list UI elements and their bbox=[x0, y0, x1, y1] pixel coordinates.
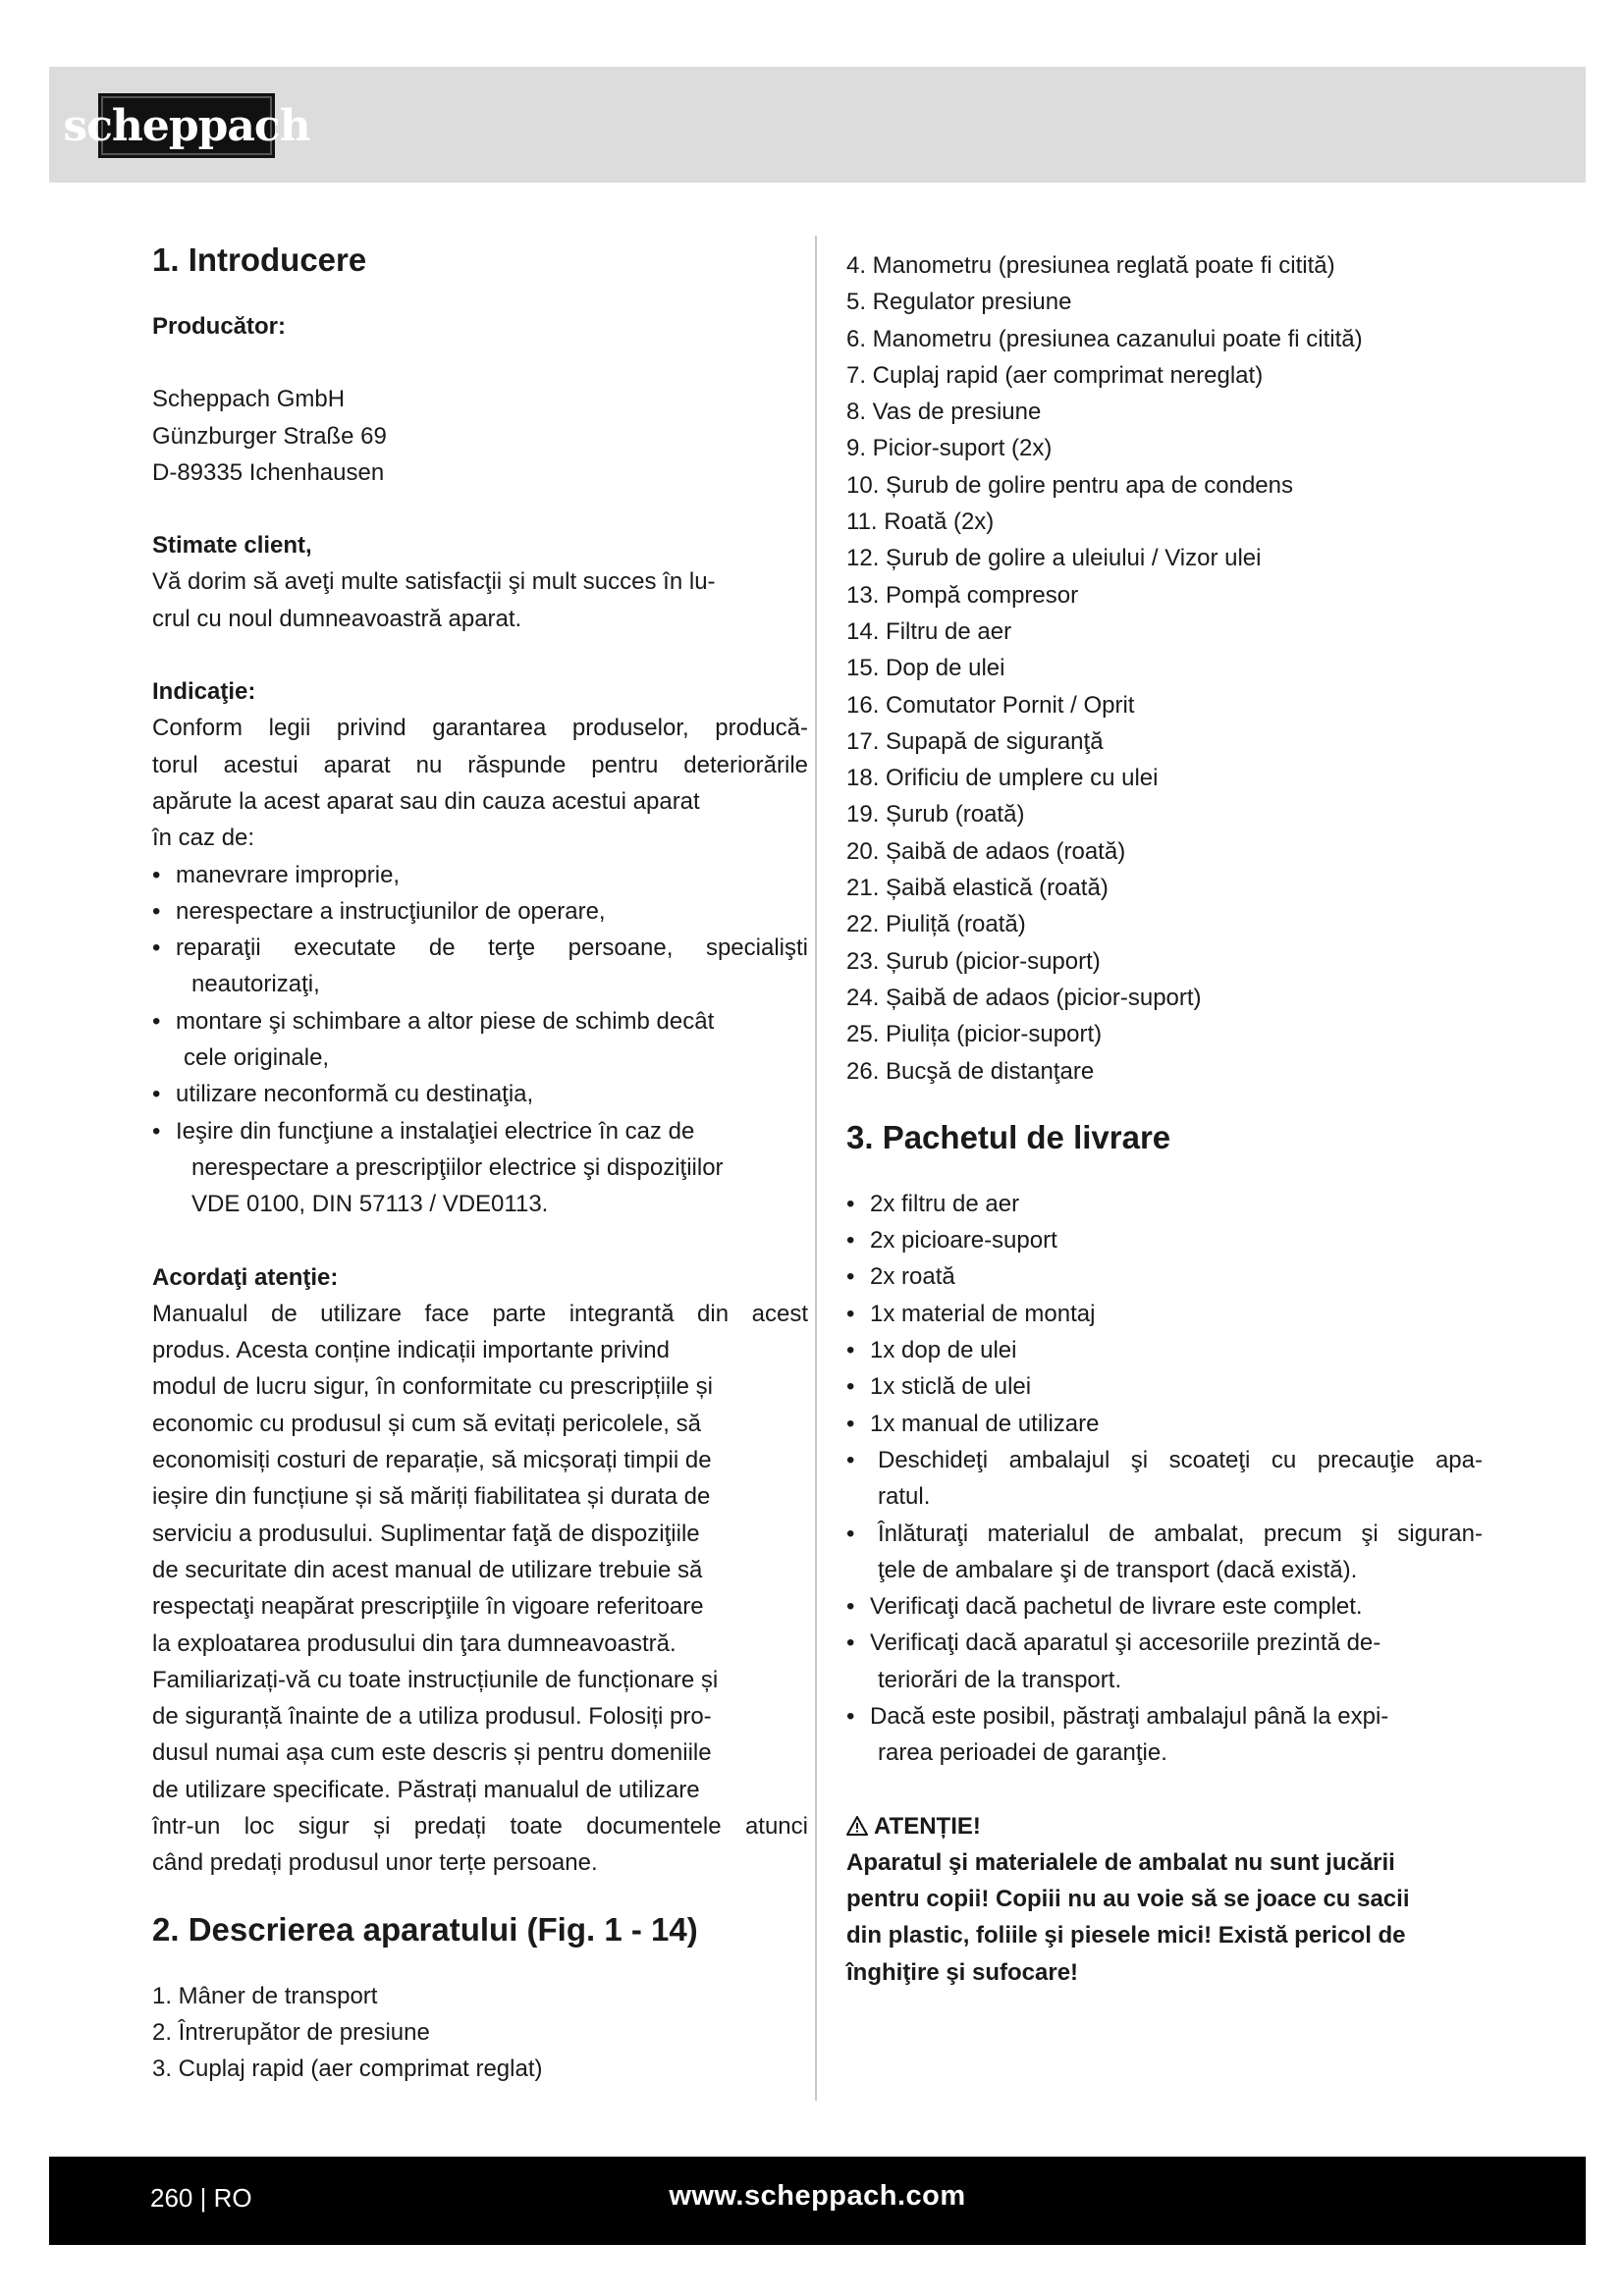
list-item: • Ieşire din funcţiune a instalaţiei electrice în caz de bbox=[152, 1113, 808, 1149]
list-item: 10. Șurub de golire pentru apa de condens bbox=[846, 471, 1294, 499]
list-item: 2. Întrerupător de presiune bbox=[152, 2018, 430, 2046]
paragraph-line: ieșire din funcțiune și să măriți fiabilitatea și durata de bbox=[152, 1483, 711, 1511]
list-item: 7. Cuplaj rapid (aer comprimat nereglat) bbox=[846, 361, 1264, 389]
list-item: • manevrare improprie, bbox=[152, 857, 808, 893]
list-item-continuation: neautorizaţi, bbox=[191, 971, 320, 998]
list-item-continuation: rarea perioadei de garanţie. bbox=[878, 1739, 1167, 1767]
list-item-continuation: nerespectare a prescripţiilor electrice şi dispoziţiilor bbox=[191, 1153, 724, 1181]
warning-title: ATENȚIE! bbox=[874, 1812, 981, 1840]
list-item: 19. Șurub (roată) bbox=[846, 801, 1025, 828]
address-line: Scheppach GmbH bbox=[152, 386, 346, 413]
paragraph-line: dusul numai așa cum este descris și pentru domeniile bbox=[152, 1739, 712, 1767]
left-column bbox=[152, 236, 808, 2087]
paragraph-line: de siguranță înainte de a utiliza produsul. Folosiți pro- bbox=[152, 1703, 712, 1731]
parts-list bbox=[152, 1978, 808, 2088]
paragraph-line: economisiți costuri de reparație, să micșorați timpii de bbox=[152, 1447, 712, 1474]
list-item: 16. Comutator Pornit / Oprit bbox=[846, 691, 1135, 719]
list-item: 14. Filtru de aer bbox=[846, 617, 1012, 645]
list-item: • 1x sticlă de ulei bbox=[846, 1368, 1483, 1405]
list-item: • 2x filtru de aer bbox=[846, 1186, 1483, 1222]
paragraph-line: de securitate din acest manual de utilizare trebuie să bbox=[152, 1556, 703, 1583]
list-item: • Înlăturaţi materialul de ambalat, precum şi siguran- bbox=[846, 1516, 1483, 1552]
column-divider bbox=[815, 236, 817, 2101]
parts-list-continued bbox=[846, 247, 1483, 1090]
dear-customer-text: crul cu noul dumneavoastră aparat. bbox=[152, 605, 522, 632]
paragraph-line: Familiarizați-vă cu toate instrucțiunile de funcționare și bbox=[152, 1666, 719, 1693]
list-item: 6. Manometru (presiunea cazanului poate fi citită) bbox=[846, 325, 1363, 352]
list-item: 1. Mâner de transport bbox=[152, 1982, 378, 2009]
section-title-delivery: 3. Pachetul de livrare bbox=[846, 1118, 1171, 1155]
paragraph-line: modul de lucru sigur, în conformitate cu prescripțiile și bbox=[152, 1373, 713, 1401]
list-item: • Deschideţi ambalajul şi scoateţi cu precauţie apa- bbox=[846, 1442, 1483, 1478]
list-item: 22. Piuliță (roată) bbox=[846, 911, 1026, 938]
warning-line: pentru copii! Copiii nu au voie să se joace cu sacii bbox=[846, 1886, 1410, 1913]
header-bar bbox=[49, 67, 1586, 183]
paragraph-line: serviciu a produsului. Suplimentar faţă de dispoziţiile bbox=[152, 1520, 700, 1547]
warning-line: Aparatul şi materialele de ambalat nu sunt jucării bbox=[846, 1848, 1395, 1876]
list-item: • utilizare neconformă cu destinaţia, bbox=[152, 1076, 808, 1112]
list-item: 23. Șurub (picior-suport) bbox=[846, 947, 1101, 975]
list-item: 13. Pompă compresor bbox=[846, 581, 1079, 609]
list-item: • 1x manual de utilizare bbox=[846, 1406, 1483, 1442]
list-item: 25. Piulița (picior-suport) bbox=[846, 1021, 1103, 1048]
note-text: apărute la acest aparat sau din cauza acestui aparat bbox=[152, 787, 700, 815]
paragraph-line: când predați produsul unor terțe persoane. bbox=[152, 1849, 598, 1877]
list-item: 17. Supapă de siguranţă bbox=[846, 727, 1104, 755]
manufacturer-address bbox=[152, 381, 808, 491]
section-title-introduction: 1. Introducere bbox=[152, 241, 367, 278]
list-item: 4. Manometru (presiunea reglată poate fi citită) bbox=[846, 252, 1335, 279]
attention-label: Acordaţi atenţie: bbox=[152, 1263, 339, 1291]
manufacturer-label: Producător: bbox=[152, 313, 287, 340]
address-line: D-89335 Ichenhausen bbox=[152, 458, 385, 486]
list-item-continuation: VDE 0100, DIN 57113 / VDE0113. bbox=[191, 1191, 549, 1218]
list-item: • reparaţii executate de terţe persoane, specialişti bbox=[152, 930, 808, 966]
list-item: 3. Cuplaj rapid (aer comprimat reglat) bbox=[152, 2056, 543, 2083]
liability-bullet-list bbox=[152, 857, 808, 1223]
note-label: Indicaţie: bbox=[152, 678, 256, 706]
list-item: 9. Picior-suport (2x) bbox=[846, 435, 1053, 462]
list-item: 24. Șaibă de adaos (picior-suport) bbox=[846, 984, 1202, 1011]
list-item-continuation: teriorări de la transport. bbox=[878, 1666, 1122, 1693]
paragraph-line: respectaţi neapărat prescripţiile în vigoare referitoare bbox=[152, 1593, 704, 1621]
list-item: 18. Orificiu de umplere cu ulei bbox=[846, 765, 1159, 792]
list-item: • montare şi schimbare a altor piese de schimb decât bbox=[152, 1003, 808, 1040]
right-column bbox=[846, 236, 1483, 1991]
warning-line: înghiţire şi sufocare! bbox=[846, 1958, 1079, 1986]
list-item-continuation: cele originale, bbox=[184, 1044, 330, 1072]
delivery-contents-list bbox=[846, 1186, 1483, 1442]
list-item: • 2x roată bbox=[846, 1258, 1483, 1295]
warning-line: din plastic, foliile şi piesele mici! Există pericol de bbox=[846, 1922, 1406, 1949]
list-item: 20. Șaibă de adaos (roată) bbox=[846, 837, 1126, 865]
dear-customer-label: Stimate client, bbox=[152, 532, 312, 560]
paragraph-line: economic cu produsul și cum să evitați pericolele, să bbox=[152, 1410, 701, 1437]
list-item: • Verificaţi dacă aparatul şi accesoriile prezintă de- bbox=[846, 1625, 1483, 1661]
section-title-description: 2. Descrierea aparatului (Fig. 1 - 14) bbox=[152, 1910, 698, 1948]
list-item: • 1x material de montaj bbox=[846, 1296, 1483, 1332]
scheppach-logo: scheppach bbox=[98, 93, 275, 158]
attention-paragraph bbox=[152, 1296, 808, 1882]
list-item: 21. Șaibă elastică (roată) bbox=[846, 875, 1109, 902]
list-item: • 2x picioare-suport bbox=[846, 1222, 1483, 1258]
list-item: • Verificaţi dacă pachetul de livrare este complet. bbox=[846, 1588, 1483, 1625]
list-item: 26. Bucşă de distanţare bbox=[846, 1057, 1095, 1085]
list-item: 11. Roată (2x) bbox=[846, 508, 995, 536]
list-item: • nerespectare a instrucţiunilor de operare, bbox=[152, 893, 808, 930]
note-text: torul acestui aparat nu răspunde pentru deteriorările bbox=[152, 751, 808, 778]
paragraph-line: de utilizare specificate. Păstrați manualul de utilizare bbox=[152, 1776, 700, 1803]
list-item-continuation: ratul. bbox=[878, 1483, 931, 1511]
delivery-steps-list bbox=[846, 1442, 1483, 1772]
paragraph-line: la exploatarea produsului din ţara dumneavoastră. bbox=[152, 1629, 677, 1657]
page-number: 260 | RO bbox=[150, 2183, 252, 2213]
dear-customer-text: Vă dorim să aveţi multe satisfacţii şi mult succes în lu- bbox=[152, 568, 716, 596]
note-text: în caz de: bbox=[152, 825, 255, 852]
list-item: 12. Șurub de golire a uleiului / Vizor ulei bbox=[846, 545, 1262, 572]
list-item: • 1x dop de ulei bbox=[846, 1332, 1483, 1368]
paragraph-line: produs. Acesta conține indicații importante privind bbox=[152, 1337, 670, 1364]
note-text: Conform legii privind garantarea produselor, producă- bbox=[152, 715, 808, 742]
paragraph-line: într-un loc sigur și predați toate documentele atunci bbox=[152, 1812, 808, 1840]
list-item: 15. Dop de ulei bbox=[846, 655, 1005, 682]
paragraph-line: Manualul de utilizare face parte integrantă din acest bbox=[152, 1300, 808, 1327]
website-link[interactable]: www.scheppach.com bbox=[669, 2180, 966, 2212]
footer-bar bbox=[49, 2157, 1586, 2245]
warning-heading bbox=[846, 1808, 1483, 1844]
address-line: Günzburger Straße 69 bbox=[152, 422, 387, 450]
list-item: • Dacă este posibil, păstraţi ambalajul până la expi- bbox=[846, 1698, 1483, 1735]
warning-triangle-icon bbox=[846, 1808, 868, 1844]
list-item-continuation: ţele de ambalare şi de transport (dacă există). bbox=[878, 1556, 1358, 1583]
list-item: 5. Regulator presiune bbox=[846, 289, 1072, 316]
list-item: 8. Vas de presiune bbox=[846, 399, 1042, 426]
warning-text bbox=[846, 1844, 1483, 1991]
